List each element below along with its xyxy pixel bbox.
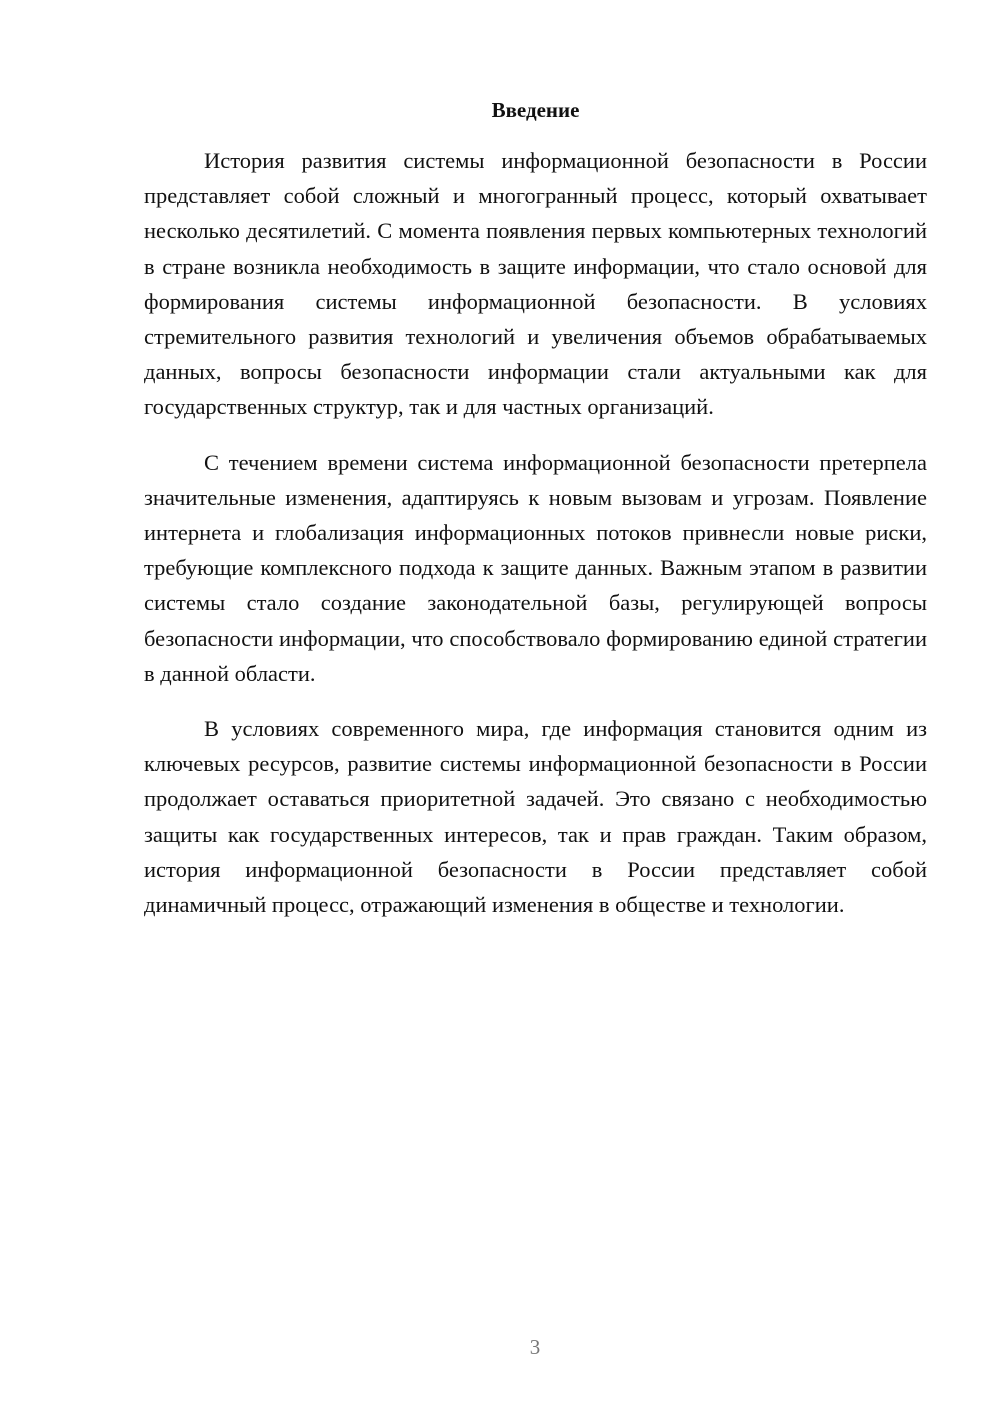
paragraph-3: В условиях современного мира, где информация становится одним из ключевых ресурсов, развитие системы информационной безопасности в России продолжает оставаться приоритетной задачей. Это связано с необходимостью защиты как государственных интересов, так и прав граждан. Таким образом, история информационной безопасности в России представляет собой динамичный процесс, отражающий изменения в обществе и технологии.: [144, 716, 927, 918]
section-title: Введение: [491, 98, 580, 122]
paragraph-2: С течением времени система информационной безопасности претерпела значительные изменения, адаптируясь к новым вызовам и угрозам. Появление интернета и глобализация информационных потоков привнесли новые риски, требующие комплексного подхода к защите данных. Важным этапом в развитии системы стало создание законодательной базы, регулирующей вопросы безопасности информации, что способствовало формированию единой стратегии в данной области.: [144, 449, 927, 686]
page-number: 3: [529, 1335, 541, 1359]
body-text: [144, 143, 927, 942]
paragraph-1: История развития системы информационной безопасности в России представляет собой сложный и многогранный процесс, который охватывает несколько десятилетий. С момента появления первых компьютерных технологий в стране возникла необходимость в защите информации, что стало основой для формирования системы информационной безопасности. В условиях стремительного развития технологий и увеличения объемов обрабатываемых данных, вопросы безопасности информации стали актуальными как для государственных структур, так и для частных организаций.: [144, 148, 927, 420]
